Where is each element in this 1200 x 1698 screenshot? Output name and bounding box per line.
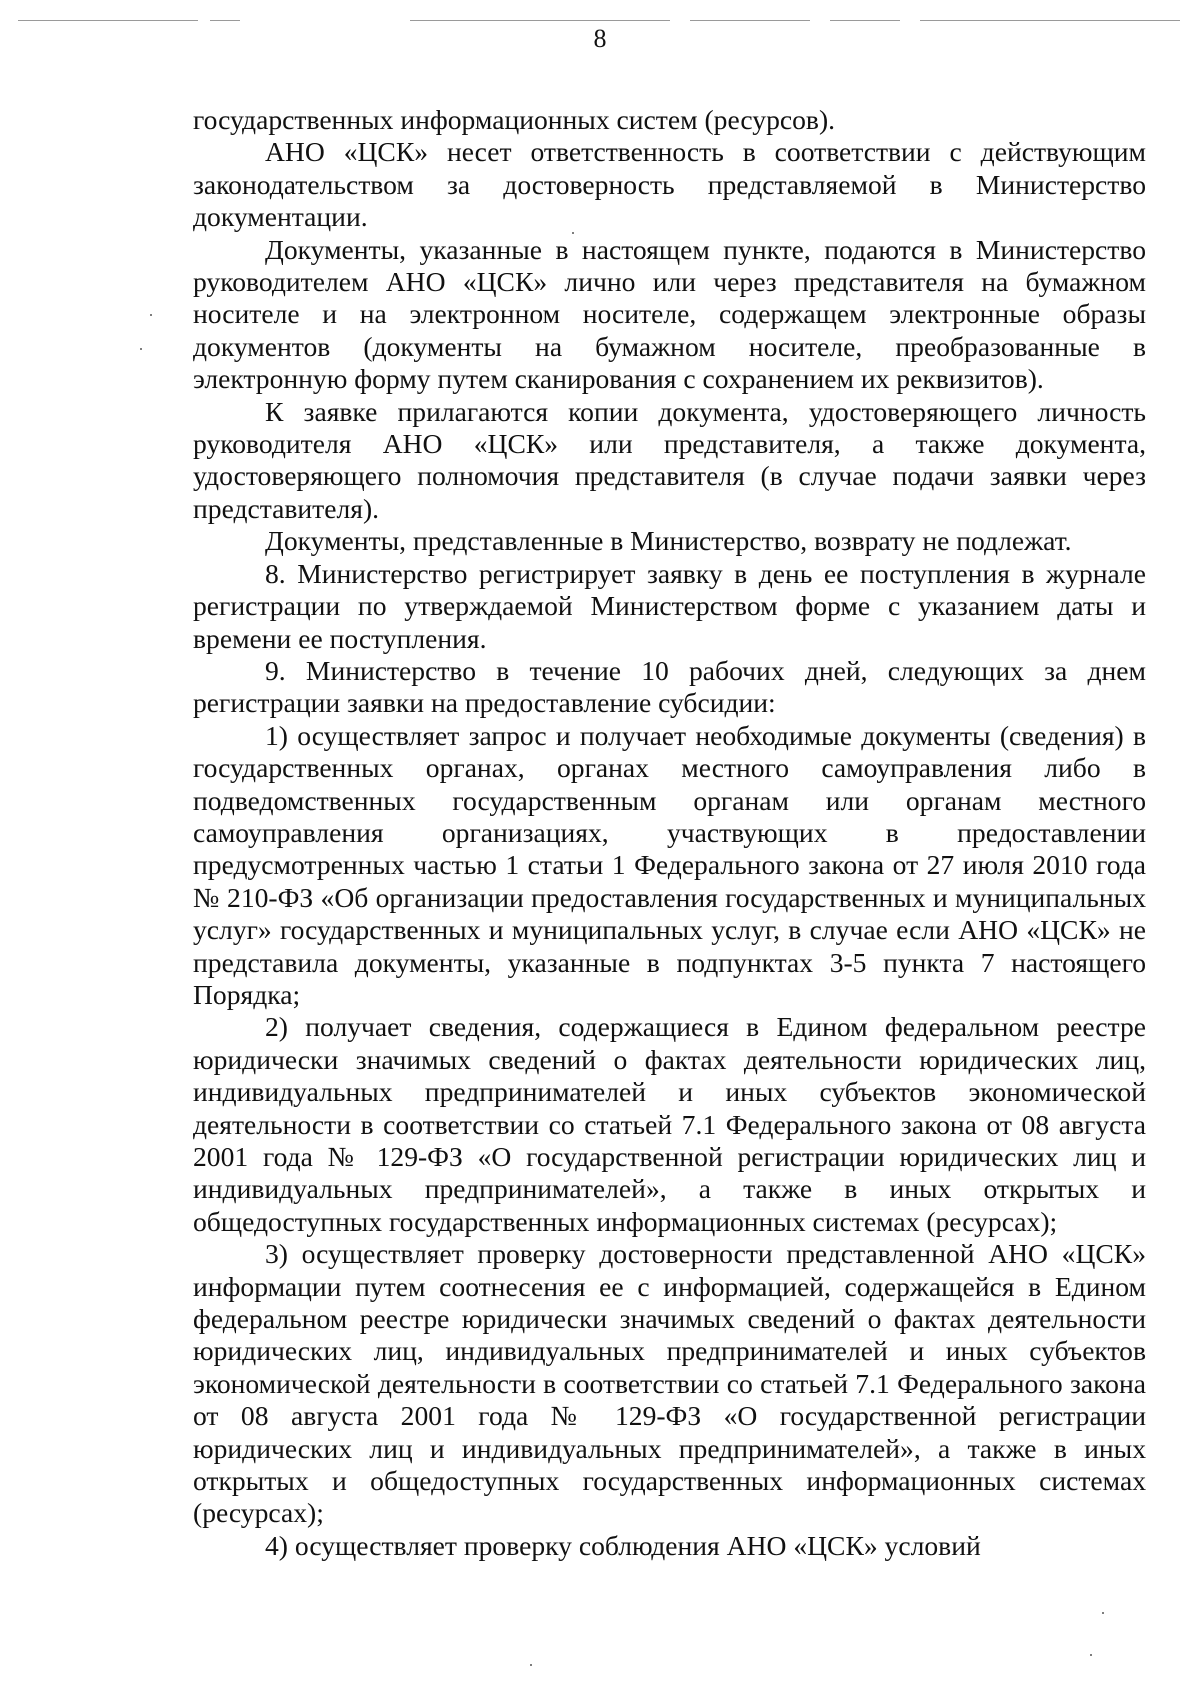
- scan-speck: [140, 348, 142, 350]
- paragraph: государственных информационных систем (ресурсов).: [193, 104, 836, 135]
- scan-speck: [150, 314, 152, 316]
- paragraph: К заявке прилагаются копии документа, удостоверяющего личность руководителя АНО «ЦСК» или представителя, а также документа, удостоверяющего полномочия представителя (в случае подачи заявки через представителя).: [193, 395, 1146, 524]
- scan-speck: [572, 232, 574, 234]
- paragraph: 2) получает сведения, содержащиеся в Едином федеральном реестре юридически значимых сведений о фактах деятельности юридических лиц, индивидуальных предпринимателей и иных субъектов экономической деятельности в соответствии со статьей 7.1 Федерального закона от 08 августа 2001 года № 129-ФЗ «О государственной регистрации юридических лиц и индивидуальных предпринимателей», а также в иных открытых и общедоступных государственных информационных системах (ресурсах);: [193, 1011, 1146, 1237]
- paragraph: 3) осуществляет проверку достоверности представленной АНО «ЦСК» информации путем соотнесения ее с информацией, содержащейся в Едином федеральном реестре юридически значимых сведений о фактах деятельности юридических лиц, индивидуальных предпринимателей и иных субъектов экономической деятельности в соответствии со статьей 7.1 Федерального закона от 08 августа 2001 года № 129-ФЗ «О государственной регистрации юридических лиц и индивидуальных предпринимателей», а также в иных открытых и общедоступных государственных информационных системах (ресурсах);: [193, 1238, 1146, 1529]
- scan-speck: [530, 1664, 532, 1666]
- document-body: [193, 104, 1146, 1562]
- paragraph: Документы, представленные в Министерство, возврату не подлежат.: [265, 525, 1072, 557]
- scan-speck: [1090, 1654, 1092, 1656]
- page-number: 8: [593, 24, 607, 53]
- paragraph: 8. Министерство регистрирует заявку в день ее поступления в журнале регистрации по утверждаемой Министерством форме с указанием даты и времени ее поступления.: [193, 557, 1146, 654]
- paragraph: 4) осуществляет проверку соблюдения АНО «ЦСК» условий: [265, 1529, 981, 1561]
- paragraph: АНО «ЦСК» несет ответственность в соответствии с действующим законодательством за достоверность представляемой в Министерство документации.: [193, 136, 1146, 233]
- scan-speck: [1102, 1612, 1104, 1614]
- paragraph: 1) осуществляет запрос и получает необходимые документы (сведения) в государственных органах, органах местного самоуправления либо в подведомственных государственным органам или органам местного самоуправления организациях, участвующих в предоставлении предусмотренных частью 1 статьи 1 Федерального закона от 27 июля 2010 года № 210-ФЗ «Об организации предоставления государственных и муниципальных услуг» государственных и муниципальных услуг, в случае если АНО «ЦСК» не представила документы, указанные в подпунктах 3-5 пункта 7 настоящего Порядка;: [193, 719, 1146, 1010]
- paragraph: Документы, указанные в настоящем пункте, подаются в Министерство руководителем АНО «ЦСК» лично или через представителя на бумажном носителе и на электронном носителе, содержащем электронные образы документов (документы на бумажном носителе, преобразованные в электронную форму путем сканирования с сохранением их реквизитов).: [193, 233, 1146, 395]
- paragraph: 9. Министерство в течение 10 рабочих дней, следующих за днем регистрации заявки на предоставление субсидии:: [193, 654, 1146, 719]
